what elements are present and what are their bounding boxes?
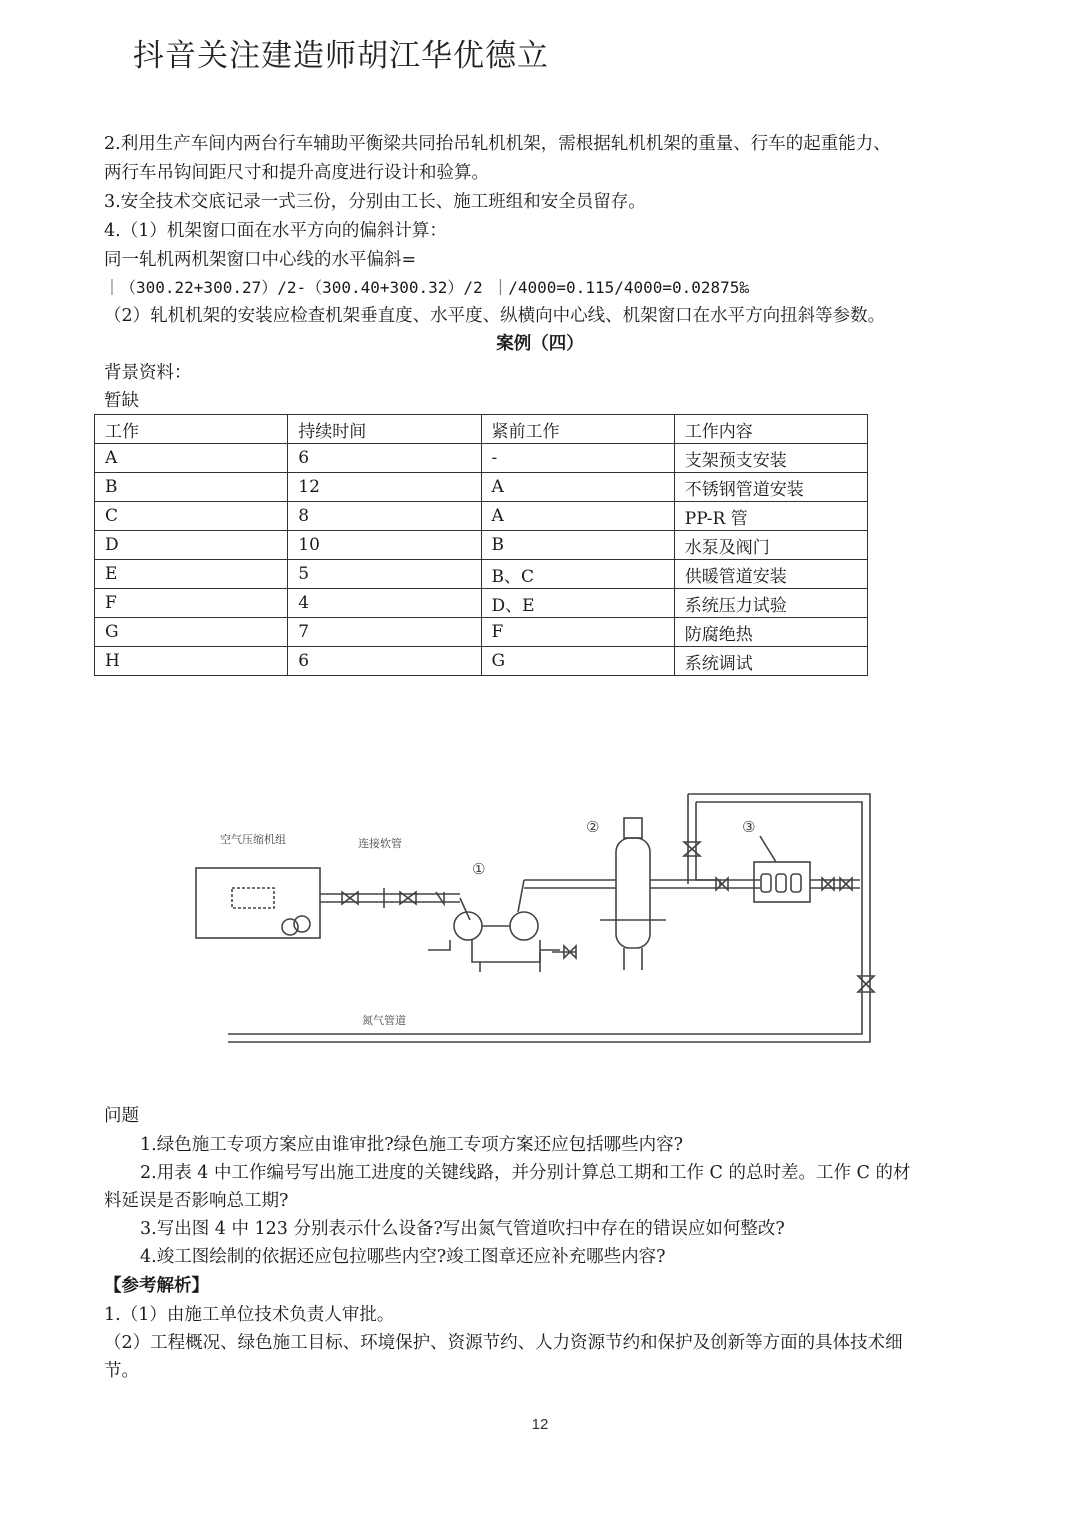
table-cell: 不锈钢管道安装 <box>674 473 867 502</box>
bypass-pipe <box>688 794 710 884</box>
formula-line: ｜（300.22+300.27）/2-（300.40+300.32）/2 ｜/4000=0.115/4000=0.02875‰ <box>104 278 750 297</box>
table-cell: 12 <box>288 473 481 502</box>
pipe-segment <box>460 898 470 920</box>
compressor-wheel <box>282 919 298 935</box>
compressor-panel <box>232 888 274 908</box>
nitrogen-pipe <box>228 802 862 1034</box>
table-row <box>95 589 868 618</box>
table-cell: 5 <box>288 560 481 589</box>
questions-heading: 问题 <box>104 1106 139 1126</box>
marker-1: ① <box>472 860 486 878</box>
table-cell: - <box>481 444 674 473</box>
table-cell: D、E <box>481 589 674 618</box>
table-cell: 防腐绝热 <box>674 618 867 647</box>
pipe-valve-icon <box>858 976 874 992</box>
table-header-cell: 工作内容 <box>674 415 867 444</box>
answer-line: 同一轧机两机架窗口中心线的水平偏斜= <box>104 250 417 270</box>
dryer-chamber <box>761 874 771 892</box>
reference-line: （2）工程概况、绿色施工目标、环境保护、资源节约、人力资源节约和保护及创新等方面的具体技术细 <box>104 1333 903 1353</box>
table-cell: D <box>95 531 288 560</box>
work-table <box>94 414 868 676</box>
table-cell: G <box>481 647 674 676</box>
answer-line: （2）轧机机架的安装应检查机架垂直度、水平度、纵横向中心线、机架窗口在水平方向扭斜等参数。 <box>104 306 886 326</box>
background-text: 暂缺 <box>104 391 139 411</box>
question-item: 2.用表 4 中工作编号写出施工进度的关键线路，并分别计算总工期和工作 C 的总时差。工作 C 的材 <box>140 1163 911 1183</box>
table-cell: E <box>95 560 288 589</box>
table-cell: F <box>95 589 288 618</box>
table-cell: G <box>95 618 288 647</box>
reference-heading: 【参考解析】 <box>104 1276 209 1296</box>
background-label: 背景资料： <box>104 363 192 383</box>
answer-line: 4.（1）机架窗口面在水平方向的偏斜计算： <box>104 221 447 241</box>
table-row <box>95 502 868 531</box>
table-cell: B <box>481 531 674 560</box>
table-cell: 4 <box>288 589 481 618</box>
dryer-chamber <box>791 874 801 892</box>
dryer-chamber <box>776 874 786 892</box>
nitrogen-pipe <box>228 794 870 1042</box>
table-header-cell: 紧前工作 <box>481 415 674 444</box>
table-cell: H <box>95 647 288 676</box>
question-item: 4.竣工图绘制的依据还应包拉哪些内空?竣工图章还应补充哪些内容? <box>140 1247 666 1267</box>
table-row <box>95 473 868 502</box>
question-item: 料延误是否影响总工期? <box>104 1191 289 1211</box>
pipe-segment <box>650 880 720 888</box>
table-cell: A <box>95 444 288 473</box>
question-item: 1.绿色施工专项方案应由谁审批?绿色施工专项方案还应包括哪些内容? <box>140 1135 683 1155</box>
table-cell: PP-R 管 <box>674 502 867 531</box>
table-row <box>95 647 868 676</box>
marker-leader <box>760 836 776 862</box>
answer-line: 2.利用生产车间内两台行车辅助平衡梁共同抬吊轧机机架，需根据轧机机架的重量、行车的起重能力、 <box>104 134 891 154</box>
page-header-title: 抖音关注建造师胡江华优德立 <box>133 38 549 74</box>
bypass-valve-icon <box>684 842 700 856</box>
case-title: 案例（四） <box>496 334 584 354</box>
pipe-segment <box>710 880 760 888</box>
page-number: 12 <box>531 1416 549 1433</box>
question-item: 3.写出图 4 中 123 分别表示什么设备?写出氮气管道吹扫中存在的错误应如何整改? <box>140 1219 785 1239</box>
marker-2: ② <box>586 818 600 836</box>
nitrogen-pipe-label: 氮气管道 <box>362 1014 406 1027</box>
compressor-wheel <box>294 916 310 932</box>
table-header-cell: 持续时间 <box>288 415 481 444</box>
hose-label: 连接软管 <box>358 837 402 850</box>
table-cell: 系统压力试验 <box>674 589 867 618</box>
table-row <box>95 444 868 473</box>
reference-line: 1.（1）由施工单位技术负责人审批。 <box>104 1305 395 1325</box>
answer-line: 两行车吊钩间距尺寸和提升高度进行设计和验算。 <box>104 163 489 183</box>
piping-diagram <box>180 780 890 1050</box>
table-header-cell: 工作 <box>95 415 288 444</box>
table-cell: 供暖管道安装 <box>674 560 867 589</box>
pipe-segment <box>518 880 524 912</box>
table-cell: C <box>95 502 288 531</box>
reference-line: 节。 <box>104 1361 139 1381</box>
table-cell: 6 <box>288 444 481 473</box>
table-cell: 系统调试 <box>674 647 867 676</box>
table-cell: 7 <box>288 618 481 647</box>
compressor-label: 空气压缩机组 <box>220 833 286 846</box>
table-header-row <box>95 415 868 444</box>
table-cell: 10 <box>288 531 481 560</box>
tank-valve <box>624 818 642 838</box>
table-cell: B、C <box>481 560 674 589</box>
answer-line: 3.安全技术交底记录一式三份，分别由工长、施工班组和安全员留存。 <box>104 192 646 212</box>
table-cell: A <box>481 473 674 502</box>
table-cell: A <box>481 502 674 531</box>
table-row <box>95 618 868 647</box>
table-cell: 6 <box>288 647 481 676</box>
table-cell: F <box>481 618 674 647</box>
tank-legs <box>624 948 642 970</box>
table-cell: 支架预支安装 <box>674 444 867 473</box>
table-row <box>95 531 868 560</box>
table-cell: B <box>95 473 288 502</box>
compressor-unit <box>196 868 320 938</box>
air-tank <box>616 838 650 948</box>
table-cell: 水泵及阀门 <box>674 531 867 560</box>
table-cell: 8 <box>288 502 481 531</box>
table-row <box>95 560 868 589</box>
filter-vessel <box>510 912 538 940</box>
marker-3: ③ <box>742 818 756 836</box>
